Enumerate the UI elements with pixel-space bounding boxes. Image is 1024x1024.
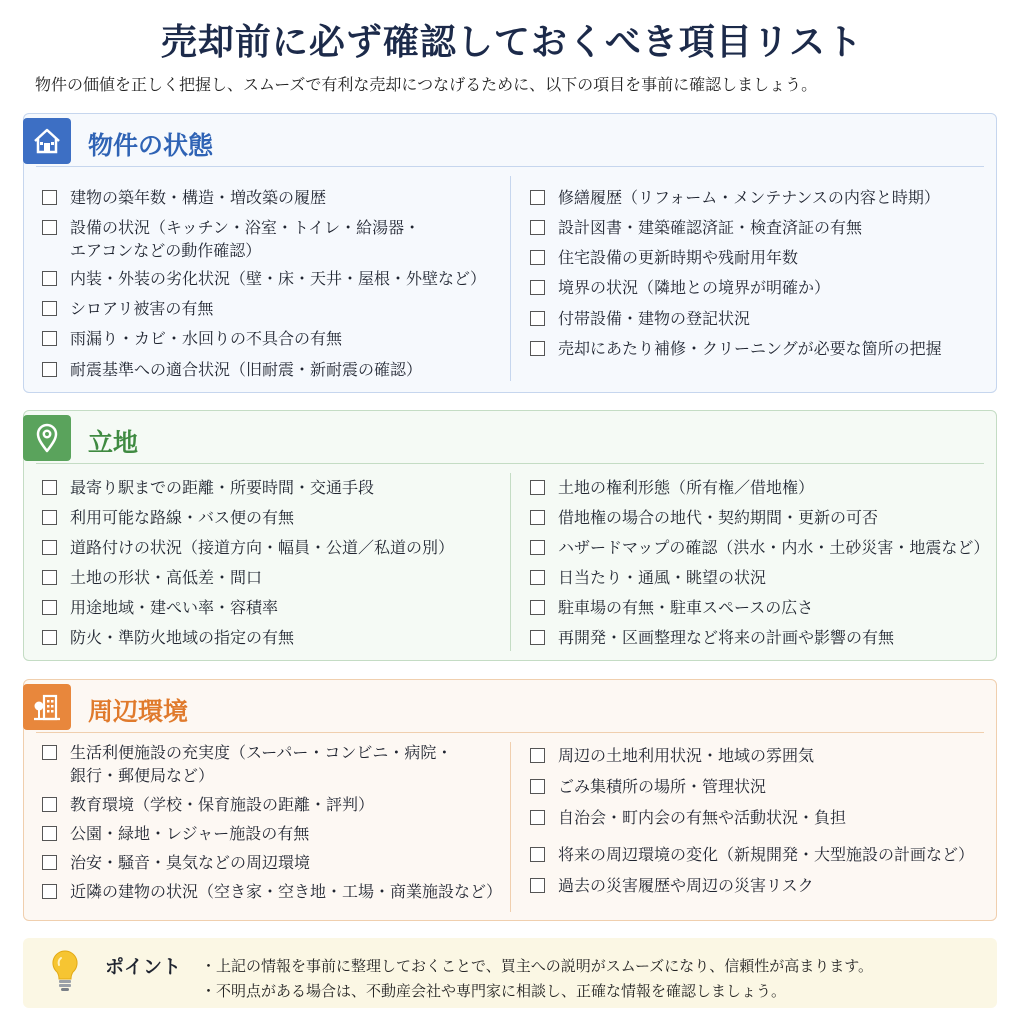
- lightbulb-icon: [49, 948, 81, 996]
- column-divider: [510, 742, 511, 912]
- checkbox[interactable]: [530, 250, 545, 265]
- checklist-item-text: 土地の権利形態（所有権／借地権）: [558, 478, 815, 497]
- checkbox[interactable]: [530, 220, 545, 235]
- checkbox[interactable]: [42, 301, 57, 316]
- checklist-item-text: 内装・外装の劣化状況（壁・床・天井・屋根・外壁など）: [70, 269, 487, 288]
- checkbox[interactable]: [530, 510, 545, 525]
- checklist-item-text: 設計図書・建築確認済証・検査済証の有無: [558, 218, 863, 237]
- section-divider: [36, 166, 984, 167]
- column-divider: [510, 176, 511, 381]
- point-label: ポイント: [105, 956, 182, 978]
- checklist-item-text: 土地の形状・高低差・間口: [70, 568, 263, 587]
- checkbox[interactable]: [42, 540, 57, 555]
- checkbox[interactable]: [42, 884, 57, 899]
- point-line: ・上記の情報を事前に整理しておくことで、買主への説明がスムーズになり、信頼性が高まります。: [201, 957, 874, 975]
- checkbox[interactable]: [42, 190, 57, 205]
- section-title: 周辺環境: [88, 697, 189, 726]
- checklist-item-text: 付帯設備・建物の登記状況: [558, 309, 751, 328]
- checklist-item-text: 建物の築年数・構造・増改築の履歴: [70, 188, 327, 207]
- section-title: 物件の状態: [88, 131, 214, 160]
- checklist-item-text: シロアリ被害の有無: [70, 299, 214, 318]
- section-header: [24, 680, 996, 732]
- checkbox[interactable]: [42, 745, 57, 760]
- city-buildings-icon: [23, 684, 71, 730]
- section-title: 立地: [88, 428, 139, 457]
- checkbox[interactable]: [42, 826, 57, 841]
- checkbox[interactable]: [530, 810, 545, 825]
- checklist-item-text: 日当たり・通風・眺望の状況: [558, 568, 767, 587]
- checklist-item-text: 公園・緑地・レジャー施設の有無: [70, 824, 310, 843]
- checkbox[interactable]: [530, 311, 545, 326]
- checklist-item-text: 近隣の建物の状況（空き家・空き地・工場・商業施設など）: [70, 882, 503, 901]
- checklist-item-text: 過去の災害履歴や周辺の災害リスク: [558, 876, 814, 895]
- checkbox[interactable]: [42, 271, 57, 286]
- section-property-condition: [23, 113, 997, 393]
- checklist-item-text: 銀行・郵便局など）: [70, 766, 215, 785]
- checkbox[interactable]: [530, 878, 545, 893]
- checklist-item-text: 耐震基準への適合状況（旧耐震・新耐震の確認）: [70, 360, 423, 379]
- checklist-item-text: 再開発・区画整理など将来の計画や影響の有無: [558, 628, 895, 647]
- checklist-item-text: 借地権の場合の地代・契約期間・更新の可否: [558, 508, 879, 527]
- section-header: [24, 114, 996, 166]
- section-divider: [36, 463, 984, 464]
- checklist-item-text: 自治会・町内会の有無や活動状況・負担: [558, 808, 847, 827]
- checkbox[interactable]: [530, 341, 545, 356]
- checklist-item-text: 道路付けの状況（接道方向・幅員・公道／私道の別）: [70, 538, 455, 557]
- section-surroundings: [23, 679, 997, 921]
- location-pin-icon: [23, 415, 71, 461]
- checkbox[interactable]: [530, 748, 545, 763]
- checkbox[interactable]: [530, 190, 545, 205]
- checkbox[interactable]: [530, 480, 545, 495]
- section-location: [23, 410, 997, 661]
- checklist-item-text: 修繕履歴（リフォーム・メンテナンスの内容と時期）: [558, 188, 940, 207]
- checkbox[interactable]: [42, 855, 57, 870]
- checkbox[interactable]: [42, 570, 57, 585]
- checkbox[interactable]: [42, 362, 57, 377]
- checklist-item-text: 設備の状況（キッチン・浴室・トイレ・給湯器・: [70, 218, 421, 237]
- page-subtitle: 物件の価値を正しく把握し、スムーズで有利な売却につなげるために、以下の項目を事前に確認しましょう。: [35, 75, 818, 94]
- checklist-item-text: 売却にあたり補修・クリーニングが必要な箇所の把握: [558, 339, 942, 358]
- checklist-item-text: 治安・騒音・臭気などの周辺環境: [70, 853, 311, 872]
- checklist-item-text: 用途地域・建ぺい率・容積率: [70, 598, 279, 617]
- checklist-item-text: 利用可能な路線・バス便の有無: [70, 508, 295, 527]
- point-line: ・不明点がある場合は、不動産会社や専門家に相談し、正確な情報を確認しましょう。: [201, 982, 787, 1000]
- checklist-item-text: 雨漏り・カビ・水回りの不具合の有無: [70, 329, 343, 348]
- checkbox[interactable]: [42, 797, 57, 812]
- checkbox[interactable]: [42, 630, 57, 645]
- page-title: 売却前に必ず確認しておくべき項目リスト: [160, 22, 864, 63]
- checklist-item-text: 生活利便施設の充実度（スーパー・コンビニ・病院・: [70, 743, 453, 762]
- checkbox[interactable]: [530, 280, 545, 295]
- checkbox[interactable]: [42, 600, 57, 615]
- checklist-item-text: ごみ集積所の場所・管理状況: [558, 777, 767, 796]
- checklist-item-text: 教育環境（学校・保育施設の距離・評判）: [70, 795, 375, 814]
- point-box: [23, 938, 997, 1008]
- house-icon: [23, 118, 71, 164]
- checklist-item-text: 防火・準防火地域の指定の有無: [70, 628, 295, 647]
- checkbox[interactable]: [42, 510, 57, 525]
- section-divider: [36, 732, 984, 733]
- checkbox[interactable]: [530, 540, 545, 555]
- checkbox[interactable]: [530, 779, 545, 794]
- checklist-item-text: エアコンなどの動作確認）: [70, 241, 262, 260]
- column-divider: [510, 473, 511, 651]
- checkbox[interactable]: [530, 600, 545, 615]
- checkbox[interactable]: [530, 570, 545, 585]
- checklist-item-text: 周辺の土地利用状況・地域の雰囲気: [558, 746, 815, 765]
- checklist-item-text: 最寄り駅までの距離・所要時間・交通手段: [70, 478, 375, 497]
- checkbox[interactable]: [42, 331, 57, 346]
- checklist-item-text: ハザードマップの確認（洪水・内水・土砂災害・地震など）: [558, 538, 990, 557]
- section-header: [24, 411, 996, 463]
- checkbox[interactable]: [42, 480, 57, 495]
- checklist-item-text: 将来の周辺環境の変化（新規開発・大型施設の計画など）: [558, 845, 975, 864]
- checkbox[interactable]: [530, 630, 545, 645]
- checkbox[interactable]: [530, 847, 545, 862]
- checklist-item-text: 境界の状況（隣地との境界が明確か）: [558, 278, 831, 297]
- checkbox[interactable]: [42, 220, 57, 235]
- checklist-item-text: 駐車場の有無・駐車スペースの広さ: [558, 598, 814, 617]
- checklist-item-text: 住宅設備の更新時期や残耐用年数: [558, 248, 799, 267]
